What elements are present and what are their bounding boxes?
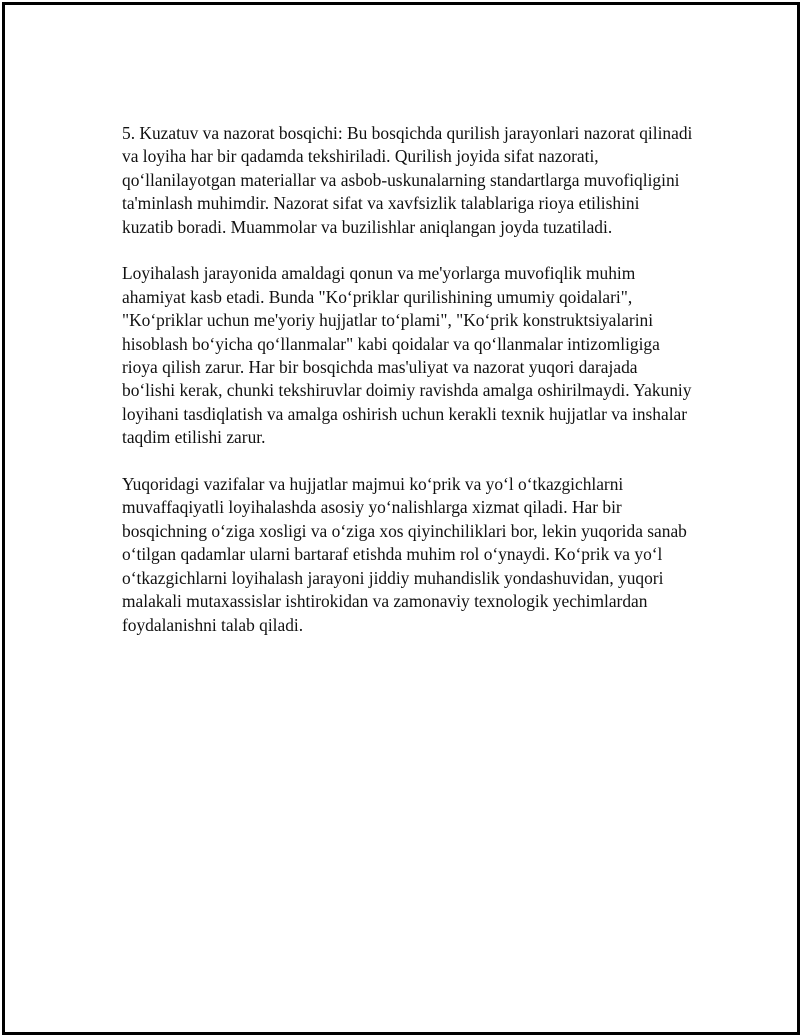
paragraph-conclusion: Yuqoridagi vazifalar va hujjatlar majmui ko‘prik va yo‘l o‘tkazgichlarni muvaffaqiyatli loyihalashda asosiy yo‘nalishlarga xizmat qiladi. Har bir bosqichning o‘ziga xosligi va o‘ziga xos qiyinchiliklari bor, lekin yuqorida sanab o‘tilgan qadamlar ularni bartaraf etishda muhim rol o‘ynaydi. Ko‘prik va yo‘l o‘tkazgichlarni loyihalash jarayoni jiddiy muhandislik yondashuvidan, yuqori malakali mutaxassislar ishtirokidan va zamonaviy texnologik yechimlardan foydalanishni talab qiladi. (122, 474, 687, 635)
paragraph-regulations: Loyihalash jarayonida amaldagi qonun va me'yorlarga muvofiqlik muhim ahamiyat kasb etadi. Bunda "Ko‘priklar qurilishining umumiy qoidalari", "Ko‘priklar uchun me'yoriy hujjatlar to‘plami", "Ko‘prik konstruktsiyalarini hisoblash bo‘yicha qo‘llanmalar" kabi qoidalar va qo‘llanmalar intizomligiga rioya qilish zarur. Har bir bosqichda mas'uliyat va nazorat yuqori darajada bo‘lishi kerak, chunki tekshiruvlar doimiy ravishda amalga oshirilmaydi. Yakuniy loyihani tasdiqlatish va amalga oshirish uchun kerakli texnik hujjatlar va inshalar taqdim etilishi zarur. (122, 263, 692, 448)
document-body (122, 122, 694, 660)
page-border (2, 2, 800, 1035)
paragraph-monitoring-stage: 5. Kuzatuv va nazorat bosqichi: Bu bosqichda qurilish jarayonlari nazorat qilinadi va loyiha har bir qadamda tekshiriladi. Qurilish joyida sifat nazorati, qo‘llanilayotgan materiallar va asbob-uskunalarning standartlarga muvofiqligini ta'minlash muhimdir. Nazorat sifat va xavfsizlik talablariga rioya etilishini kuzatib boradi. Muammolar va buzilishlar aniqlangan joyda tuzatiladi. (122, 123, 693, 237)
